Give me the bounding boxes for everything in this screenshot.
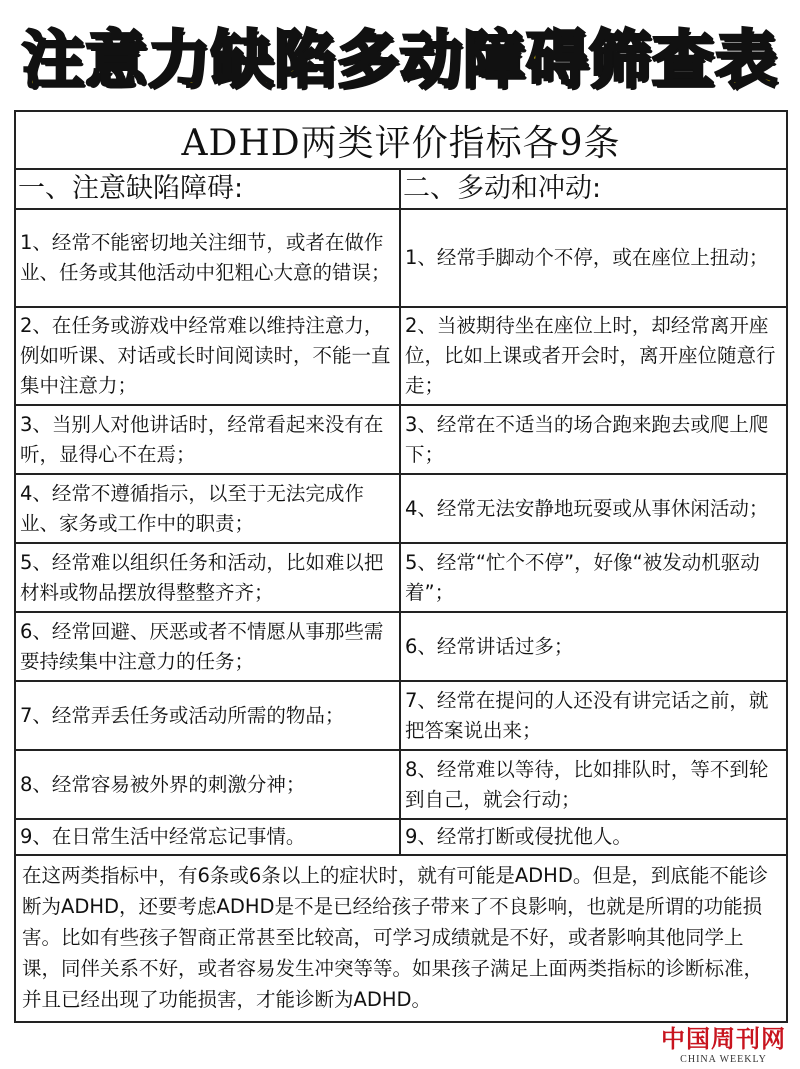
table-subtitle: ADHD两类评价指标各9条 <box>16 112 786 170</box>
hyperactivity-item-8: 8、经常难以等待，比如排队时，等不到轮到自己，就会行动； <box>405 757 769 811</box>
column-header-hyperactivity: 二、多动和冲动: <box>403 173 602 204</box>
table-row <box>16 210 786 308</box>
watermark-logo <box>661 1019 786 1065</box>
inattention-item-6: 6、经常回避、厌恶或者不情愿从事那些需要持续集中注意力的任务； <box>16 613 401 680</box>
table-row <box>16 613 786 682</box>
column-header-row <box>16 170 786 210</box>
hyperactivity-item-5: 5、经常“忙个不停”，好像“被发动机驱动着”； <box>405 550 760 604</box>
inattention-item-7: 7、经常弄丢任务或活动所需的物品； <box>16 682 401 749</box>
watermark-en: CHINA WEEKLY <box>680 1054 767 1065</box>
inattention-item-2: 2、在任务或游戏中经常难以维持注意力，例如听课、对话或长时间阅读时，不能一直集中注意力； <box>16 308 401 404</box>
hyperactivity-item-7: 7、经常在提问的人还没有讲完话之前，就把答案说出来； <box>405 688 769 742</box>
inattention-item-3: 3、当别人对他讲话时，经常看起来没有在听，显得心不在焉； <box>16 406 401 473</box>
hyperactivity-item-1: 1、经常手脚动个不停，或在座位上扭动； <box>405 246 769 269</box>
inattention-item-9: 9、在日常生活中经常忘记事情。 <box>16 820 401 854</box>
inattention-item-5: 5、经常难以组织任务和活动，比如难以把材料或物品摆放得整整齐齐； <box>16 544 401 611</box>
hyperactivity-item-2: 2、当被期待坐在座位上时，却经常离开座位，比如上课或者开会时，离开座位随意行走； <box>405 314 776 397</box>
hyperactivity-item-6: 6、经常讲话过多； <box>405 634 574 658</box>
inattention-item-4: 4、经常不遵循指示，以至于无法完成作业、家务或工作中的职责； <box>16 475 401 542</box>
diagnosis-note: 在这两类指标中，有6条或6条以上的症状时，就有可能是ADHD。但是，到底能不能诊断为ADHD，还要考虑ADHD是不是已经给孩子带来了不良影响，也就是所谓的功能损害。比如有些孩子智商正常甚至比较高，可学习成绩就是不好，或者影响其他同学上课，同伴关系不好，或者容易发生冲突等等。如果孩子满足上面两类指标的诊断标准，并且已经出现了功能损害，才能诊断为ADHD。 <box>22 864 768 1011</box>
table-row <box>16 308 786 406</box>
page-title: 注意力缺陷多动障碍筛查表 <box>21 22 778 96</box>
inattention-item-1: 1、经常不能密切地关注细节，或者在做作业、任务或其他活动中犯粗心大意的错误； <box>16 210 401 306</box>
hyperactivity-item-3: 3、经常在不适当的场合跑来跑去或爬上爬下； <box>405 412 769 466</box>
table-row <box>16 682 786 751</box>
table-row <box>16 406 786 475</box>
table-row <box>16 820 786 856</box>
table-row <box>16 751 786 820</box>
hyperactivity-item-4: 4、经常无法安静地玩耍或从事休闲活动； <box>405 496 769 520</box>
inattention-item-8: 8、经常容易被外界的刺激分神； <box>16 751 401 818</box>
table-row <box>16 475 786 544</box>
hyperactivity-item-9: 9、经常打断或侵扰他人。 <box>405 825 632 848</box>
table-row <box>16 544 786 613</box>
screening-table <box>14 110 788 1023</box>
column-header-inattention: 一、注意缺陷障碍: <box>16 170 401 208</box>
watermark-cn: 中国周刊网 <box>661 1024 786 1053</box>
